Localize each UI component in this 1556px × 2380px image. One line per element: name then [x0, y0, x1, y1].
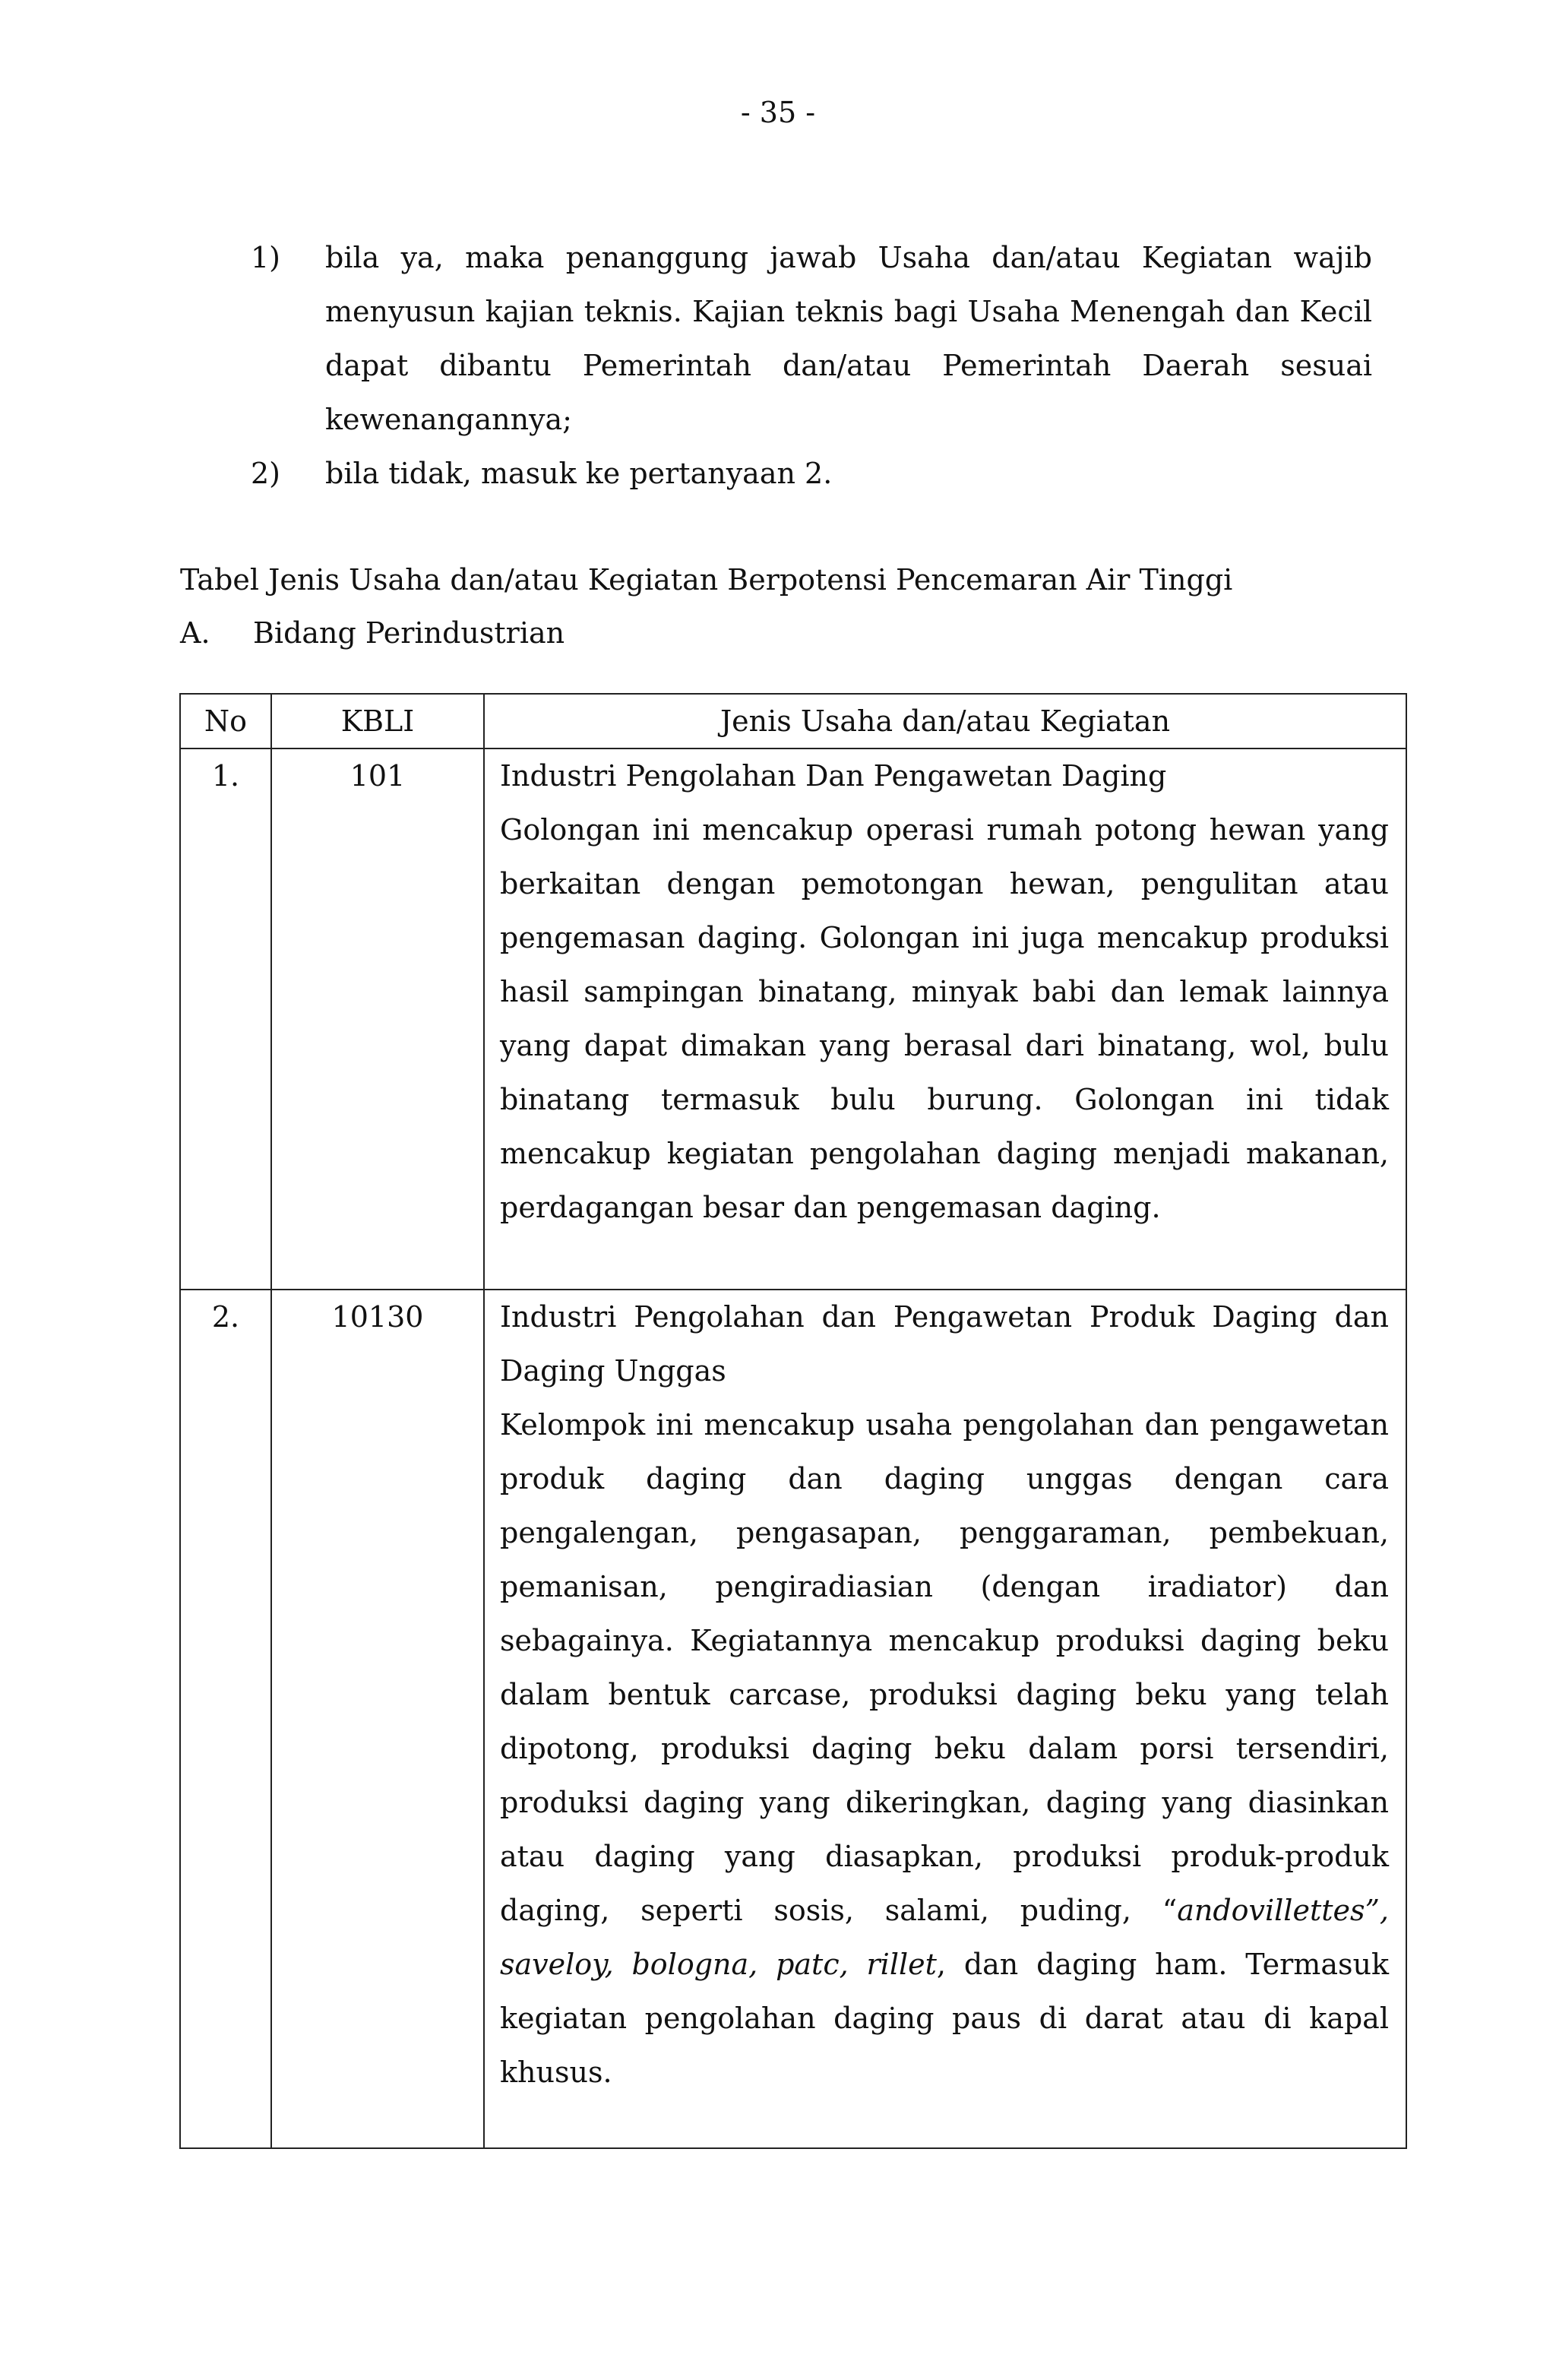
description-text: Kelompok ini mencakup usaha pengolahan dan pengawetan produk daging dan daging unggas dengan cara pengalengan, pengasapan, penggaraman, pembekuan, pemanisan, pengiradiasian (dengan iradiator) dan sebagainya. Kegiatannya mencakup produksi daging beku dalam bentuk carcase, produksi daging beku yang telah dipotong, produksi daging beku dalam porsi tersendiri, produksi daging yang dikeringkan, daging yang diasinkan atau daging yang diasapkan, produksi produk-produk daging, seperti sosis, salami, puding, “	[500, 1408, 1389, 1927]
list-item	[251, 231, 1372, 447]
description-italic-text: andovillettes”, saveloy, bologna, patc, rillet	[500, 1894, 1389, 1981]
activity-cell	[484, 1290, 1406, 2148]
header-no: No	[180, 694, 271, 748]
activity-description	[500, 1398, 1389, 2100]
kbli-table	[179, 693, 1407, 2149]
row-number: 1.	[180, 748, 271, 1290]
list-marker: 2)	[251, 457, 281, 490]
table-row	[180, 748, 1406, 1290]
table-row	[180, 1290, 1406, 2148]
activity-cell	[484, 748, 1406, 1290]
kbli-code: 101	[271, 748, 484, 1290]
section-heading	[180, 606, 565, 660]
description-text-end: , dan daging ham. Termasuk kegiatan pengolahan daging paus di darat atau di kapal khusus.	[500, 1948, 1389, 2089]
table-header-row	[180, 694, 1406, 748]
header-activity: Jenis Usaha dan/atau Kegiatan	[484, 694, 1406, 748]
activity-title: Industri Pengolahan dan Pengawetan Produk Daging dan Daging Unggas	[500, 1300, 1389, 1388]
numbered-list	[251, 231, 1372, 501]
kbli-code: 10130	[271, 1290, 484, 2148]
activity-description: Golongan ini mencakup operasi rumah potong hewan yang berkaitan dengan pemotongan hewan, pengulitan atau pengemasan daging. Golongan ini juga mencakup produksi hasil sampingan binatang, minyak babi dan lemak lainnya yang dapat dimakan yang berasal dari binatang, wol, bulu binatang termasuk bulu burung. Golongan ini tidak mencakup kegiatan pengolahan daging menjadi makanan, perdagangan besar dan pengemasan daging.	[500, 813, 1389, 1224]
list-text: bila ya, maka penanggung jawab Usaha dan/atau Kegiatan wajib menyusun kajian teknis. Kajian teknis bagi Usaha Menengah dan Kecil dapat dibantu Pemerintah dan/atau Pemerintah Daerah sesuai kewenangannya;	[325, 241, 1372, 436]
header-kbli: KBLI	[271, 694, 484, 748]
list-marker: 1)	[251, 241, 281, 274]
section-letter: A.	[180, 616, 210, 650]
list-item	[251, 447, 1372, 501]
table-caption: Tabel Jenis Usaha dan/atau Kegiatan Berpotensi Pencemaran Air Tinggi	[180, 563, 1233, 597]
activity-title: Industri Pengolahan Dan Pengawetan Daging	[500, 759, 1167, 793]
row-number: 2.	[180, 1290, 271, 2148]
section-title: Bidang Perindustrian	[253, 616, 565, 650]
page-number: - 35 -	[740, 96, 816, 129]
list-text: bila tidak, masuk ke pertanyaan 2.	[325, 457, 833, 490]
